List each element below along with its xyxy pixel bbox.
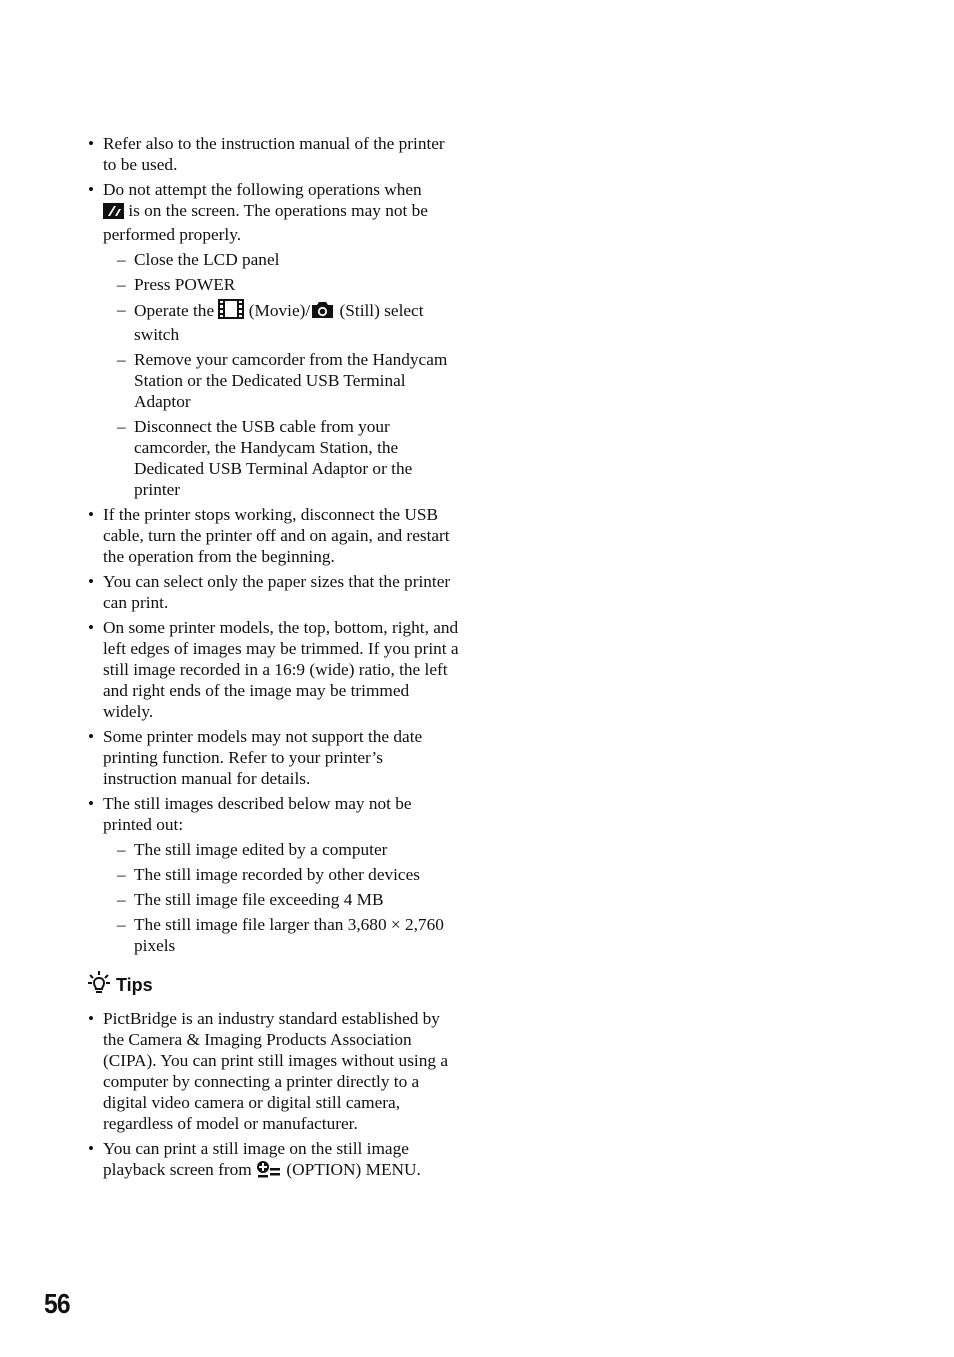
sub-list-item (103, 416, 460, 500)
list-item (88, 617, 460, 722)
bullet-text: Some printer models may not support the date printing function. Refer to your printer’s instruction manual for details. (103, 727, 423, 788)
list-item (88, 504, 460, 567)
bullet-text: PictBridge is an industry standard established by the Camera & Imaging Products Association (CIPA). You can print still images without using a computer by connecting a printer directly to a digital video camera or digital still camera, regardless of model or manufacturer. (103, 1009, 448, 1133)
movie-icon (218, 299, 244, 324)
sub-item-text: (Still) select switch (134, 301, 424, 344)
bullet-text: You can select only the paper sizes that the printer can print. (103, 572, 451, 612)
list-item (88, 179, 460, 500)
option-icon (256, 1160, 282, 1183)
sub-item-text: Close the LCD panel (134, 250, 280, 269)
list-item (88, 133, 460, 175)
list-item (88, 793, 460, 956)
sub-item-text: The still image file larger than 3,680 × 2,760 pixels (134, 915, 444, 955)
list-item (88, 571, 460, 613)
tips-heading (88, 971, 460, 1000)
bullet-text: The still images described below may not be printed out: (103, 794, 412, 834)
sub-list-item (103, 914, 460, 956)
sub-list-item (103, 274, 460, 295)
list-item (88, 726, 460, 789)
sub-item-text: The still image recorded by other devices (134, 865, 420, 884)
page-number: 56 (44, 1288, 70, 1319)
sub-list-item (103, 889, 460, 910)
sub-item-text: (Movie)/ (244, 301, 311, 320)
sub-item-text: Operate the (134, 301, 219, 320)
bullet-text: Refer also to the instruction manual of the printer to be used. (103, 134, 445, 174)
sub-list-item (103, 299, 460, 345)
sub-item-text: Disconnect the USB cable from your camcorder, the Handycam Station, the Dedicated USB Terminal Adaptor or the printer (134, 417, 413, 499)
bullet-text: On some printer models, the top, bottom, right, and left edges of images may be trimmed. If you print a still image recorded in a 16:9 (wide) ratio, the left and right ends of the image may be trimmed widely. (103, 618, 459, 721)
sub-list-item (103, 349, 460, 412)
sub-item-text: Press POWER (134, 275, 236, 294)
bullet-text: If the printer stops working, disconnect the USB cable, turn the printer off and on again, and restart the operation from the beginning. (103, 505, 450, 566)
sub-list-item (103, 839, 460, 860)
bullet-text: Do not attempt the following operations when (103, 180, 422, 199)
bullet-text: is on the screen. The operations may not be performed properly. (103, 201, 428, 244)
bullet-text: (OPTION) MENU. (282, 1160, 421, 1179)
sub-item-text: Remove your camcorder from the Handycam Station or the Dedicated USB Terminal Adaptor (134, 350, 448, 411)
sub-list-item (103, 864, 460, 885)
main-content (88, 133, 460, 1187)
tips-heading-text: Tips (116, 975, 153, 995)
list-item (88, 1138, 460, 1183)
sub-item-text: The still image file exceeding 4 MB (134, 890, 384, 909)
camera-icon (310, 301, 335, 324)
sub-list-item (103, 249, 460, 270)
list-item (88, 1008, 460, 1134)
sub-item-text: The still image edited by a computer (134, 840, 388, 859)
lightbulb-icon (88, 971, 110, 1000)
pictbridge-connecting-icon (103, 203, 124, 224)
bullet-text: You can print a still image on the still image playback screen from (103, 1139, 409, 1179)
